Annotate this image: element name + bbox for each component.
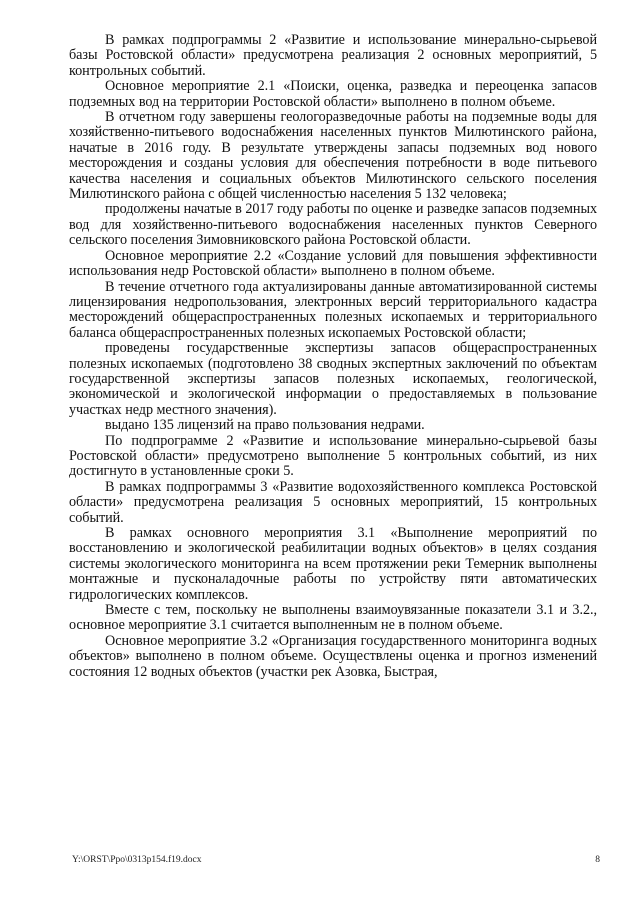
paragraph-11: В рамках основного мероприятия 3.1 «Выполнение мероприятий по восстановлению и экологической реабилитации водных объектов» в целях создания системы экологического мониторинга на всем протяжении реки Темерник выполнены монтажные и пусконаладочные работы по устройству пяти автоматических гидрологических комплексов. [69,525,597,603]
paragraph-5: Основное мероприятие 2.2 «Создание условий для повышения эффективности использования недр Ростовской области» выполнено в полном объеме. [69,247,597,280]
paragraph-2: Основное мероприятие 2.1 «Поиски, оценка, разведка и переоценка запасов подземных вод на территории Ростовской области» выполнено в полном объеме. [69,78,597,110]
paragraph-7: проведены государственные экспертизы запасов общераспространенных полезных ископаемых (подготовлено 38 сводных экспертных заключений по объектам государственной экспертизы запасов полезных ископаемых, геологической, экономической и экологической информации о предоставляемых в пользование участках недр местного значения). [69,340,597,418]
paragraph-8: выдано 135 лицензий на право пользования недрами. [105,417,425,434]
paragraph-10: В рамках подпрограммы 3 «Развитие водохозяйственного комплекса Ростовской области» предусмотрена реализация 5 основных мероприятий, 15 контрольных событий. [69,478,597,526]
paragraph-4: продолжены начатые в 2017 году работы по оценке и разведке запасов подземных вод для хозяйственно-питьевого водоснабжения населенных пунктов Северного сельского поселения Зимовниковского района Ростовской области. [69,201,597,249]
paragraph-12: Вместе с тем, поскольку не выполнены взаимоувязанные показатели 3.1 и 3.2., основное мероприятие 3.1 считается выполненным не в полном объеме. [69,602,597,634]
footer-file-path: Y:\ORST\Ppo\0313p154.f19.docx [72,855,202,865]
paragraph-9: По подпрограмме 2 «Развитие и использование минерально-сырьевой базы Ростовской области» предусмотрено выполнение 5 контрольных событий, из них достигнуто в установленные сроки 5. [69,432,597,480]
page-number: 8 [595,855,600,865]
paragraph-1: В рамках подпрограммы 2 «Развитие и использование минерально-сырьевой базы Ростовской области» предусмотрена реализация 2 основных мероприятий, 5 контрольных событий. [69,32,597,79]
paragraph-6: В течение отчетного года актуализированы данные автоматизированной системы лицензирования недропользования, электронных версий территориального кадастра месторождений общераспространенных полезных ископаемых и территориального баланса общераспространенных полезных ископаемых Ростовской области; [69,278,597,341]
paragraph-13: Основное мероприятие 3.2 «Организация государственного мониторинга водных объектов» выполнено в полном объеме. Осуществлены оценка и прогноз изменений состояния 12 водных объектов (участки рек Азовка, Быстрая, [69,632,597,680]
document-body [69,33,597,680]
paragraph-3: В отчетном году завершены геологоразведочные работы на подземные воды для хозяйственно-питьевого водоснабжения населенных пунктов Милютинского района, начатые в 2016 году. В результате утверждены запасы подземных вод нового месторождения и созданы условия для обеспечения потребности в воде питьевого качества населения и социальных объектов Милютинского сельского поселения Милютинского района с общей численностью населения 5 132 человека; [69,109,597,203]
